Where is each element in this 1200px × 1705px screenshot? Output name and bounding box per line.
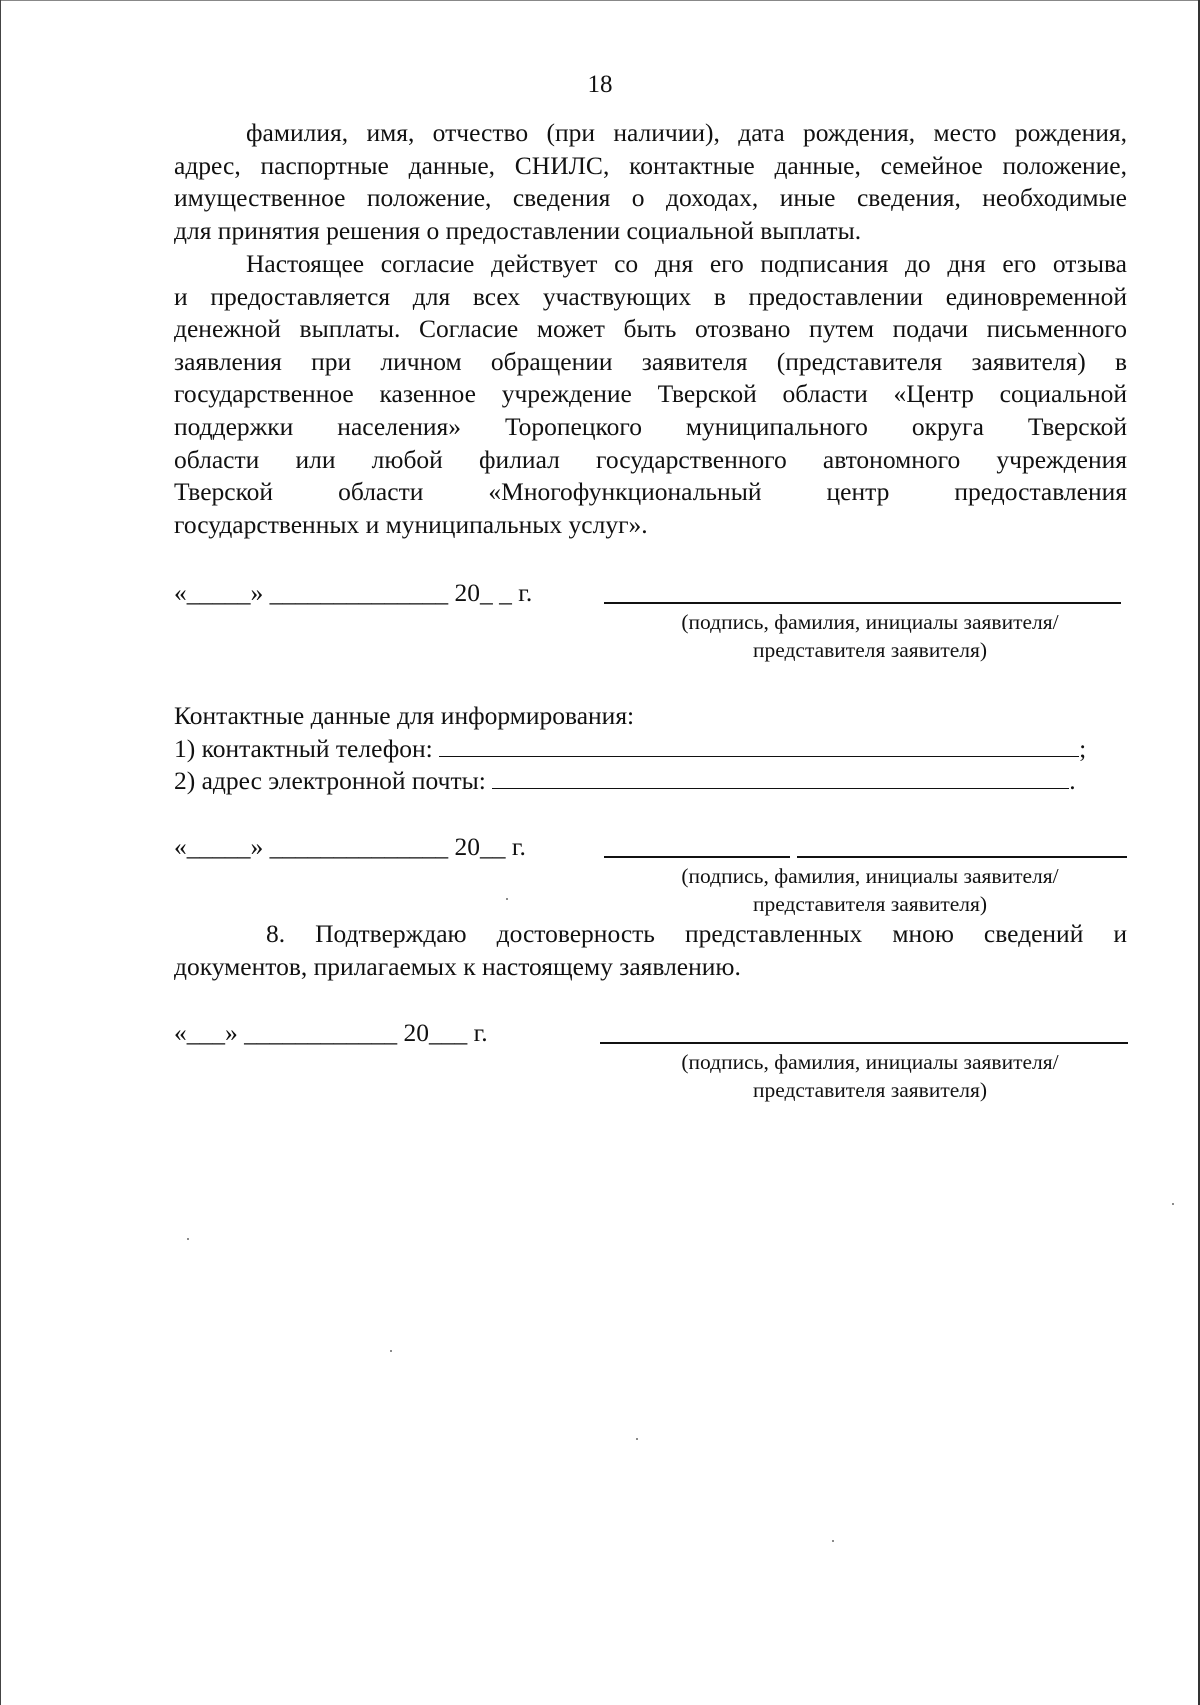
scan-speck [832,1540,834,1542]
paragraph-line: области или любой филиал государственного автономного учреждения [174,444,1127,474]
email-end-mark: . [1069,766,1076,796]
scan-speck [636,1438,638,1440]
email-row [174,765,1086,798]
signature-caption-line: (подпись, фамилия, инициалы заявителя/ [681,864,1059,888]
signature-date-field[interactable]: «_____» ______________ 20_ _ г. [174,578,533,607]
signature-caption-line: представителя заявителя) [752,892,988,916]
paragraph-confirmation [174,918,1127,983]
signature-caption [600,862,1140,918]
signature-date-field[interactable]: «___» ____________ 20___ г. [174,1018,488,1047]
paragraph-line: поддержки населения» Торопецкого муниципального округа Тверской [174,411,1127,441]
paragraph-line: имущественное положение, сведения о доходах, иные сведения, необходимые [174,183,1127,213]
signature-line[interactable] [600,1042,1128,1044]
signature-caption [600,608,1140,664]
phone-row [174,733,1086,766]
signature-caption-line: (подпись, фамилия, инициалы заявителя/ [681,610,1059,634]
signature-line[interactable] [604,856,790,858]
email-label: 2) адрес электронной почты: [174,766,486,796]
page-number: 18 [587,71,613,98]
signature-caption-line: представителя заявителя) [752,1078,988,1102]
scan-edge-left [0,0,1,1705]
paragraph-line: для принятия решения о предоставлении социальной выплаты. [174,215,862,245]
paragraph-line: Тверской области «Многофункциональный центр предоставления [174,477,1127,507]
paragraph-line: фамилия, имя, отчество (при наличии), дата рождения, место рождения, [246,118,1127,147]
scan-speck [390,1350,392,1352]
scan-speck [187,1238,189,1240]
email-input[interactable] [492,766,1069,789]
paragraph-consent-terms [174,248,1127,541]
name-line[interactable] [797,856,1127,858]
signature-caption [600,1048,1140,1104]
paragraph-line: денежной выплаты. Согласие может быть отозвано путем подачи письменного [174,314,1127,344]
signature-line[interactable] [604,602,1121,604]
phone-end-mark: ; [1079,733,1087,763]
phone-input[interactable] [439,734,1079,757]
signature-caption-line: представителя заявителя) [752,638,988,662]
scan-speck [506,898,508,900]
paragraph-line: государственное казенное учреждение Тверской области «Центр социальной [174,379,1127,409]
paragraph-line: 8. Подтверждаю достоверность представленных мною сведений и [266,919,1127,948]
signature-date-field[interactable]: «_____» ______________ 20__ г. [174,832,526,861]
signature-caption-line: (подпись, фамилия, инициалы заявителя/ [681,1050,1059,1074]
paragraph-line: адрес, паспортные данные, СНИЛС, контактные данные, семейное положение, [174,150,1127,180]
paragraph-line: государственных и муниципальных услуг». [174,509,648,539]
paragraph-personal-data [174,117,1127,247]
paragraph-line: документов, прилагаемых к настоящему заявлению. [174,951,741,981]
scan-speck [1172,1203,1174,1205]
paragraph-line: заявления при личном обращении заявителя (представителя заявителя) в [174,346,1127,376]
paragraph-line: Настоящее согласие действует со дня его подписания до дня его отзыва [246,249,1127,278]
scan-edge-top [0,0,1200,1]
paragraph-line: и предоставляется для всех участвующих в предоставлении единовременной [174,281,1127,311]
contacts-heading: Контактные данные для информирования: [174,701,635,730]
phone-label: 1) контактный телефон: [174,733,433,763]
contacts-section [174,700,1086,798]
